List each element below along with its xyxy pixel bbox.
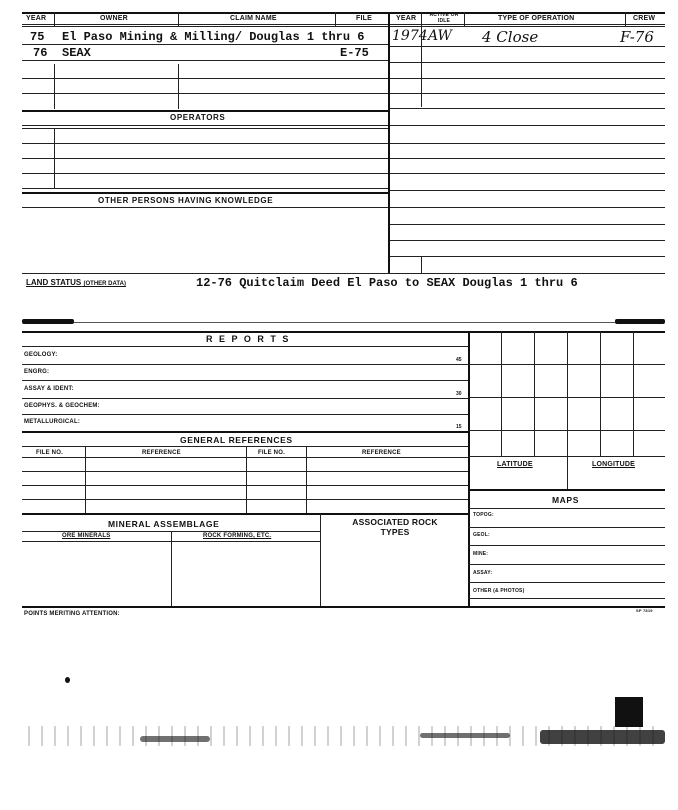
owner-row-1-owner-claim: El Paso Mining & Milling/ Douglas 1 thru 6 xyxy=(62,30,365,44)
scan-smudge-2 xyxy=(420,733,510,738)
scan-mark-right xyxy=(615,319,665,324)
scan-smudge-1 xyxy=(140,736,210,742)
report-assay-num: 30 xyxy=(456,391,462,397)
maps-mine: MINE: xyxy=(473,551,489,557)
report-metallurgical-num: 15 xyxy=(456,424,462,430)
maps-assay: ASSAY: xyxy=(473,570,493,576)
scan-dot xyxy=(65,677,70,683)
col-owner-label: OWNER xyxy=(100,15,128,22)
owner-row-2-file: E-75 xyxy=(340,46,369,60)
general-references-title: GENERAL REFERENCES xyxy=(180,435,293,445)
activity-status: AW xyxy=(428,28,452,44)
report-engrg: ENGRG: xyxy=(24,369,50,375)
col-crew-label: CREW xyxy=(633,15,656,22)
col-year-label: YEAR xyxy=(26,15,47,22)
ref-file-no-2: FILE NO. xyxy=(258,450,285,456)
mineral-assemblage-title: MINERAL ASSEMBLAGE xyxy=(108,519,220,529)
operators-label: OPERATORS xyxy=(170,113,226,122)
maps-other: OTHER (& PHOTOS) xyxy=(473,588,525,594)
report-geology-num: 45 xyxy=(456,357,462,363)
land-status-value: 12-76 Quitclaim Deed El Paso to SEAX Douglas 1 thru 6 xyxy=(196,276,578,290)
land-status-label xyxy=(26,278,126,287)
activity-year: 1974 xyxy=(392,28,428,44)
ref-reference-2: REFERENCE xyxy=(362,450,401,456)
points-meriting-attention: POINTS MERITING ATTENTION: xyxy=(24,611,120,617)
latitude-label: LATITUDE xyxy=(497,461,533,468)
report-geophys: GEOPHYS. & GEOCHEM: xyxy=(24,403,100,409)
associated-rock-types: ASSOCIATED ROCK TYPES xyxy=(352,517,438,537)
owner-row-2-owner-claim: SEAX xyxy=(62,46,91,60)
activity-crew: F-76 xyxy=(620,28,654,46)
form-code: SP 7819 xyxy=(636,608,653,613)
scan-smudge-3 xyxy=(540,730,665,744)
col-year2-label: YEAR xyxy=(396,15,417,22)
longitude-label: LONGITUDE xyxy=(592,461,636,468)
ref-reference-1: REFERENCE xyxy=(142,450,181,456)
land-status-title: LAND STATUS xyxy=(26,278,82,287)
report-metallurgical: METALLURGICAL: xyxy=(24,419,81,425)
owner-row-2-year: 76 xyxy=(33,46,48,60)
col-type-operation-label: TYPE OF OPERATION xyxy=(498,15,575,22)
rock-forming-label: ROCK FORMING, ETC. xyxy=(203,533,272,539)
activity-operation: 4 Close xyxy=(482,28,539,46)
report-assay: ASSAY & IDENT: xyxy=(24,386,74,392)
reports-title: R E P O R T S xyxy=(206,334,291,344)
maps-title: MAPS xyxy=(552,495,579,505)
ref-file-no-1: FILE NO. xyxy=(36,450,63,456)
scan-block xyxy=(615,697,643,727)
maps-topog: TOPOG: xyxy=(473,512,494,518)
col-active-idle-label: ACTIVE OR IDLE xyxy=(429,12,459,24)
other-persons-label: OTHER PERSONS HAVING KNOWLEDGE xyxy=(98,196,274,205)
report-geology: GEOLOGY: xyxy=(24,352,58,358)
land-status-sublabel: (OTHER DATA) xyxy=(83,281,126,287)
ore-minerals-label: ORE MINERALS xyxy=(62,533,111,539)
col-file-label: FILE xyxy=(356,15,372,22)
owner-row-1-year: 75 xyxy=(30,30,45,44)
col-claim-name-label: CLAIM NAME xyxy=(230,15,277,22)
scan-mark-left xyxy=(22,319,74,324)
maps-geol: GEOL: xyxy=(473,532,490,538)
